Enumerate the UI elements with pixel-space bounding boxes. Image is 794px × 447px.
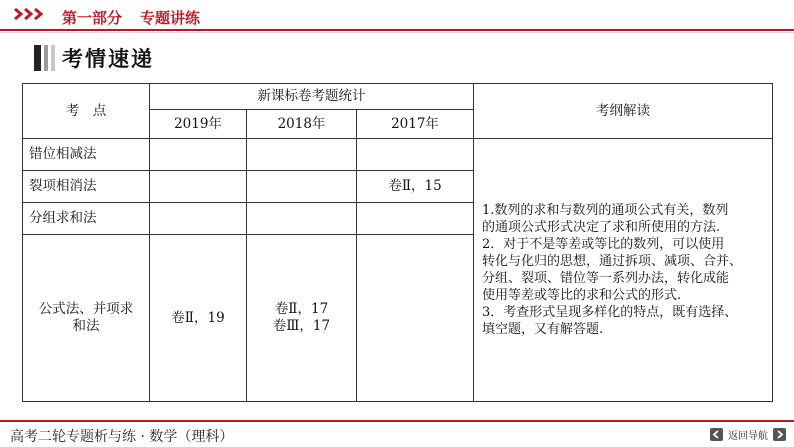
interp-line: 2．对于不是等差或等比的数列，可以使用: [482, 237, 725, 252]
point-cell: [23, 235, 150, 402]
header-point-label: 考 点: [65, 102, 107, 119]
footer-book-title: 高考二轮专题析与练 · 数学（理科）: [10, 429, 234, 445]
year-cell: [247, 139, 357, 171]
header-point: [23, 84, 150, 139]
prev-page-button[interactable]: [710, 428, 723, 441]
year-cell: 卷Ⅱ，19: [150, 235, 247, 402]
year-cell: [357, 139, 474, 171]
year-line: 卷Ⅱ，17: [274, 301, 329, 317]
year-cell: [150, 203, 247, 235]
header-divider-thin: [0, 32, 794, 33]
point-cell: 错位相减法: [23, 139, 150, 171]
interp-line: 填空题，又有解答题.: [482, 322, 604, 337]
next-page-button[interactable]: [773, 428, 786, 441]
nav-controls: [710, 427, 786, 442]
year-cell: [247, 235, 357, 402]
interpretation-cell: [474, 139, 773, 402]
interp-line: 使用等差或等比的求和公式的形式.: [482, 288, 682, 303]
table-row: [23, 139, 773, 171]
year-cell: 卷Ⅱ，15: [357, 171, 474, 203]
header-interp: 考纲解读: [474, 84, 773, 139]
year-cell: [247, 203, 357, 235]
section-title: 考情速递: [62, 47, 154, 71]
interp-line: 的通项公式形式决定了求和所使用的方法.: [482, 220, 721, 235]
header-year-2019: 2019年: [150, 110, 247, 139]
point-line: 和法: [72, 318, 100, 334]
footer: [0, 422, 794, 447]
point-cell: 分组求和法: [23, 203, 150, 235]
breadcrumb-section: 第一部分: [62, 9, 123, 27]
point-cell: 裂项相消法: [23, 171, 150, 203]
breadcrumb: [62, 7, 200, 28]
year-line: 卷Ⅲ，17: [272, 318, 331, 334]
year-cell: [357, 203, 474, 235]
top-bar: [0, 0, 794, 30]
back-nav-label[interactable]: 返回导航: [728, 431, 768, 442]
chevron-arrows-icon: [14, 8, 43, 20]
breadcrumb-topic: 专题讲练: [140, 9, 201, 27]
header-year-2018: 2018年: [247, 110, 357, 139]
chevron-right-icon: [775, 430, 784, 439]
section-heading: [34, 44, 154, 72]
chevron-left-icon: [712, 430, 721, 439]
exam-stats-table: [22, 83, 773, 402]
header-year-2017: 2017年: [357, 110, 474, 139]
header-divider: [0, 29, 794, 31]
interp-line: 转化与化归的思想，通过拆项、减项、合并、: [482, 254, 743, 269]
year-cell: [357, 235, 474, 402]
interp-line: 3．考查形式呈现多样化的特点，既有选择、: [482, 305, 738, 320]
point-line: 公式法、并项求: [38, 301, 134, 317]
year-cell: [150, 171, 247, 203]
header-stats: 新课标卷考题统计: [150, 84, 474, 110]
section-bars-icon: [34, 45, 55, 71]
interp-line: 1.数列的求和与数列的通项公式有关，数列: [482, 203, 729, 218]
year-cell: [150, 139, 247, 171]
year-cell: [247, 171, 357, 203]
interp-line: 分组、裂项、错位等一系列办法，转化成能: [482, 271, 730, 286]
